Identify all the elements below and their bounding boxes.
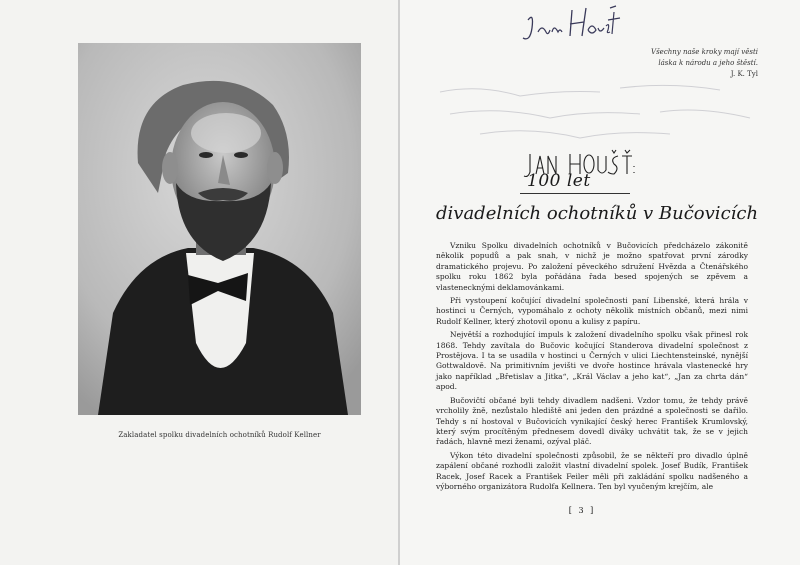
motto-author: J. K. Tyl	[730, 70, 758, 78]
paragraph: Vzniku Spolku divadelních ochotníků v Bučovicích předcházelo zákonitě několik popudů a pak snah, v nichž je možno spatřovat první zárodky dramatického projevu. Po založení pěveckého sdružení Hvězda a Čtenářského spolku roku 1862 byla pořádána řada besed spojených se zpěvem a vlastenecknými deklamovánkami.	[436, 241, 748, 292]
handwritten-signature	[520, 2, 630, 50]
faint-pencil-notes	[420, 62, 780, 152]
photo-caption: Zakladatel spolku divadelních ochotníků Rudolf Kellner	[118, 431, 321, 439]
title-years: 100 let	[527, 171, 591, 191]
title-divider	[520, 193, 630, 194]
paragraph: Bučovičtí občané byli tehdy divadlem nadšeni. Vzdor tomu, že tehdy právě vrcholily žně, nezůstalo hlediště ani jeden den prázdné a společnosti se dařilo. Tehdy s ní hostoval v Bučovicích vynikající český herec František Krumlovský, který svým procítěným přednesem dovedl diváky uchvátit tak, že se v jejich řadách, hlavně mezi ženami, ozýval pláč.	[436, 395, 748, 447]
motto-line: láska k národu a jeho štěstí.	[658, 59, 758, 67]
portrait-photo	[78, 43, 361, 415]
paragraph: Největší a rozhodující impuls k založení divadelního spolku však přinesl rok 1868. Tehdy zavítala do Bučovic kočující Standerova divadelní společnost z Prostějova. I ta se usadila v hostinci u Černých v ulici Liechtensteinské, nynější Gottwaldově. Na primitivním jevišti ve dvoře hostince hrávala vlastenecké hry jako například „Břetislav a Jitka“, „Král Václav a jeho kat“, „Jan za chrta dán“ apod.	[436, 330, 748, 392]
left-page	[0, 0, 398, 565]
article-body	[436, 241, 748, 495]
paragraph: Výkon této divadelní společnosti způsobil, že se někteří pro divadlo úplně zapálení občané rozhodli založit vlastní divadelní spolek. Josef Budík, František Racek, Josef Racek a František Feiler měli při zakládání spolku nadšeného a výborného organizátora Rudolfa Kellnera. Ten byl vyučeným krejčím, ale	[436, 450, 748, 491]
portrait-illustration	[78, 43, 361, 415]
article-title: divadelních ochotníků v Bučovicích	[436, 203, 759, 224]
paragraph: Při vystoupení kočující divadelní společnosti paní Libenské, která hrála v hostinci u Černých, vypomáhalo z ochoty několik místních občanů, mezi nimi Rudolf Kellner, který zhotovil oponu a kulisy z papíru.	[436, 296, 748, 326]
page-number: [ 3 ]	[568, 506, 596, 515]
motto-line: Všechny naše kroky mají věsti	[651, 48, 758, 56]
